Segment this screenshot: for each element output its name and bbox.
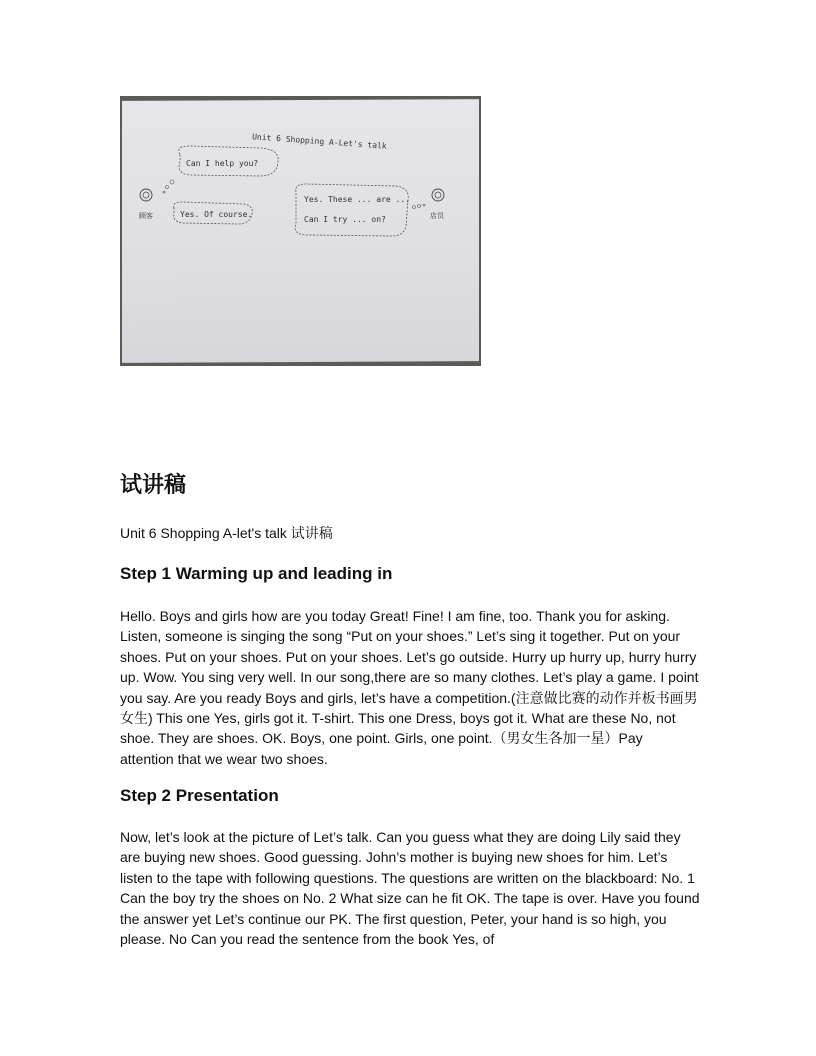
label-clerk: 店员 xyxy=(430,212,444,220)
bubble-4-text: Can I try ... on? xyxy=(304,215,386,224)
bubble-1-text: Can I help you? xyxy=(186,159,259,168)
step-2-paragraph: Now, let’s look at the picture of Let’s talk. Can you guess what they are doing Lily said they are buying new shoes. Good guessing. John’s mother is buying new shoes for him. Let’s listen to the tape with following questions. The questions are written on the blackboard: No. 1 Can the boy try the shoes on No. 2 What size can he fit OK. The tape is over. Have you found the answer yet Let’s continue our PK. The first question, Peter, your hand is so high, you please. No Can you read the sentence from the book Yes, of xyxy=(120,829,700,948)
speech-bubble-3 xyxy=(295,184,408,236)
clerk-figure-icon xyxy=(432,189,444,201)
document-subtitle: Unit 6 Shopping A-let's talk 试讲稿 xyxy=(120,525,333,541)
customer-figure-icon xyxy=(140,189,152,201)
sketch-title: Unit 6 Shopping A-Let's talk xyxy=(251,132,387,151)
step-1-heading: Step 1 Warming up and leading in xyxy=(120,564,393,583)
blackboard-sketch-photo xyxy=(120,96,481,366)
step-1-paragraph: Hello. Boys and girls how are you today Great! Fine! I am fine, too. Thank you for asking. Listen, someone is singing the song “Put on your shoes.” Let’s sing it together. Put on your shoes. Put on your shoes. Put on your shoes. Let’s go outside. Hurry up hurry up, hurry hurry up. Wow. You sing very well. In our song,there are so many clothes. Let’s play a game. I point you say. Are you ready Boys and girls, let’s have a competition.(注意做比赛的动作并板书画男女生) This one Yes, girls got it. T-shirt. This one Dress, boys got it. What are these No, not shoe. They are shoes. OK. Boys, one point. Girls, one point.（男女生各加一星）Pay attention that we wear two shoes. xyxy=(120,608,699,767)
sketch-drawing xyxy=(120,96,481,366)
page-title: 试讲稿 xyxy=(120,473,187,498)
step-2-heading: Step 2 Presentation xyxy=(120,786,279,805)
bubble-3-text: Yes. These ... are ... xyxy=(304,195,410,204)
label-customer: 顾客 xyxy=(139,212,153,220)
bubble-2-text: Yes. Of course. xyxy=(180,210,253,219)
